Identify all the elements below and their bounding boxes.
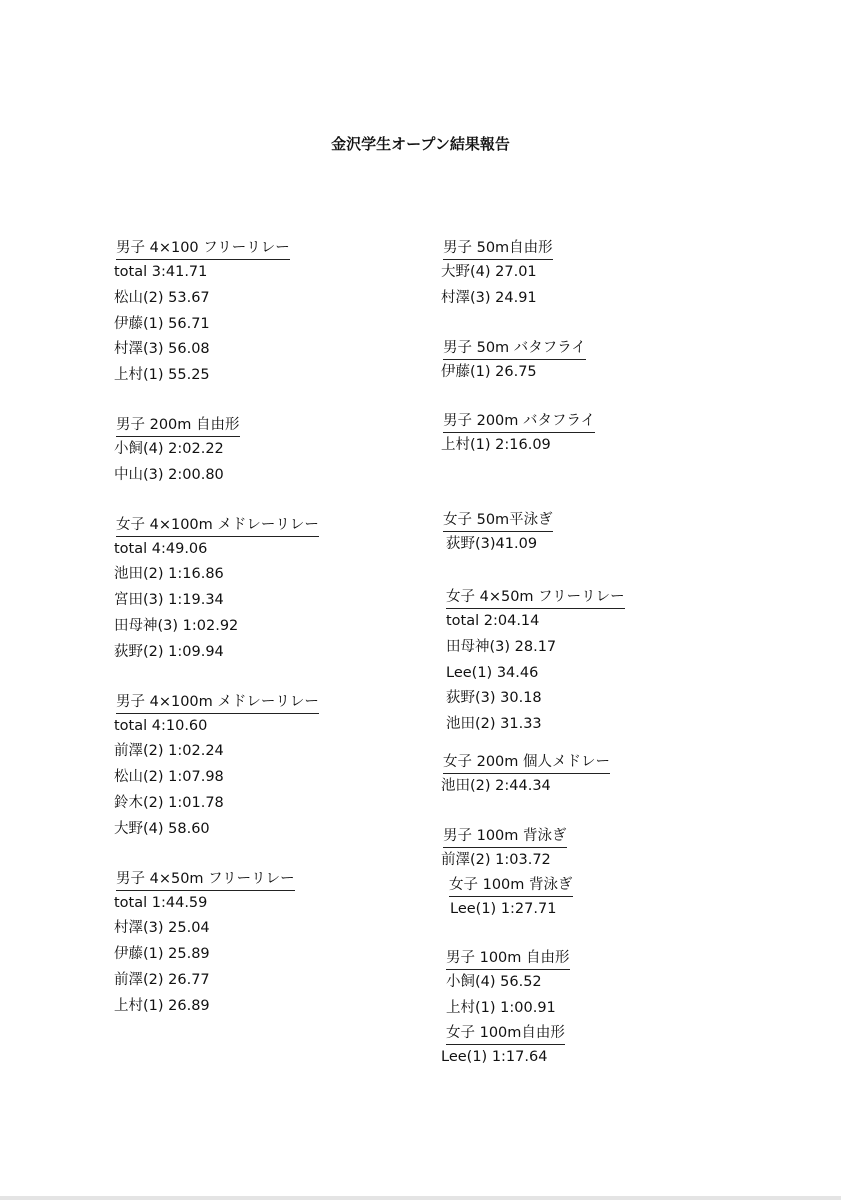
result-line: 村澤(3) 56.08 bbox=[114, 341, 210, 358]
result-line: 宮田(3) 1:19.34 bbox=[114, 592, 224, 609]
result-line: 伊藤(1) 25.89 bbox=[114, 946, 210, 963]
event-heading: 女子 4×100m メドレーリレー bbox=[116, 514, 319, 537]
event-men-200-free bbox=[114, 414, 414, 489]
event-heading: 女子 50m平泳ぎ bbox=[443, 509, 553, 532]
event-heading: 女子 100m 背泳ぎ bbox=[449, 874, 573, 897]
result-line: total 1:44.59 bbox=[114, 894, 208, 911]
right-column bbox=[441, 237, 761, 1071]
result-line: 荻野(3)41.09 bbox=[446, 536, 538, 553]
result-line: 小飼(4) 56.52 bbox=[446, 974, 542, 991]
event-heading: 女子 100m自由形 bbox=[446, 1022, 565, 1045]
result-line: total 4:10.60 bbox=[114, 717, 208, 734]
result-line: 大野(4) 27.01 bbox=[441, 264, 537, 280]
result-line: 村澤(3) 25.04 bbox=[114, 920, 210, 937]
event-heading: 男子 4×100m メドレーリレー bbox=[116, 691, 319, 714]
result-line: 上村(1) 26.89 bbox=[114, 997, 210, 1014]
event-men-4x100-medley-relay bbox=[114, 691, 414, 843]
event-women-200-im bbox=[441, 751, 761, 800]
result-line: 荻野(3) 30.18 bbox=[446, 690, 542, 707]
left-column bbox=[114, 237, 414, 1020]
event-women-4x100-medley-relay bbox=[114, 514, 414, 666]
result-line: 伊藤(1) 26.75 bbox=[441, 363, 537, 380]
event-heading: 男子 200m バタフライ bbox=[443, 410, 595, 433]
event-heading: 男子 100m 自由形 bbox=[446, 947, 570, 970]
result-line: 大野(4) 58.60 bbox=[114, 820, 210, 837]
event-heading: 男子 50m バタフライ bbox=[443, 337, 586, 360]
result-line: 前澤(2) 26.77 bbox=[114, 971, 210, 988]
event-heading: 男子 4×100 フリーリレー bbox=[116, 237, 290, 260]
event-heading: 男子 50m自由形 bbox=[443, 237, 553, 260]
event-men-50-free bbox=[441, 237, 761, 312]
event-men-100-free bbox=[441, 947, 761, 1022]
result-line: 伊藤(1) 56.71 bbox=[114, 315, 210, 332]
result-line: 松山(2) 53.67 bbox=[114, 289, 210, 306]
event-heading: 女子 4×50m フリーリレー bbox=[446, 586, 625, 609]
result-line: 上村(1) 2:16.09 bbox=[441, 437, 551, 454]
result-line: 荻野(2) 1:09.94 bbox=[114, 643, 224, 660]
result-line: Lee(1) 34.46 bbox=[446, 664, 539, 681]
result-line: 前澤(2) 1:03.72 bbox=[441, 851, 551, 868]
result-line: 村澤(3) 24.91 bbox=[441, 289, 537, 306]
event-men-100-back bbox=[441, 825, 761, 874]
result-line: 松山(2) 1:07.98 bbox=[114, 769, 224, 786]
event-men-50-fly bbox=[441, 337, 761, 386]
result-line: 池田(2) 31.33 bbox=[446, 716, 542, 733]
event-men-200-fly bbox=[441, 410, 761, 459]
bottom-edge-bar bbox=[0, 1196, 841, 1200]
result-line: total 4:49.06 bbox=[114, 540, 208, 557]
result-line: 田母神(3) 1:02.92 bbox=[114, 617, 239, 634]
result-line: 上村(1) 1:00.91 bbox=[446, 1000, 556, 1017]
result-line: 上村(1) 55.25 bbox=[114, 367, 210, 384]
event-heading: 男子 4×50m フリーリレー bbox=[116, 868, 295, 891]
event-heading: 男子 200m 自由形 bbox=[116, 414, 240, 437]
page-title: 金沢学生オープン結果報告 bbox=[331, 135, 510, 153]
result-line: Lee(1) 1:27.71 bbox=[450, 900, 557, 917]
event-women-100-free bbox=[441, 1022, 761, 1071]
event-women-4x50-free-relay bbox=[441, 586, 761, 738]
result-line: 田母神(3) 28.17 bbox=[446, 638, 557, 655]
event-women-100-back bbox=[441, 874, 761, 923]
result-line: 池田(2) 2:44.34 bbox=[441, 777, 551, 794]
result-line: 鈴木(2) 1:01.78 bbox=[114, 794, 224, 811]
result-line: Lee(1) 1:17.64 bbox=[441, 1048, 548, 1065]
event-women-50-breast bbox=[441, 509, 761, 558]
result-line: 小飼(4) 2:02.22 bbox=[114, 440, 224, 457]
result-line: total 3:41.71 bbox=[114, 264, 208, 280]
event-heading: 女子 200m 個人メドレー bbox=[443, 751, 610, 774]
event-heading: 男子 100m 背泳ぎ bbox=[443, 825, 567, 848]
result-line: 中山(3) 2:00.80 bbox=[114, 466, 224, 483]
result-line: total 2:04.14 bbox=[446, 612, 540, 629]
event-men-4x100-free-relay bbox=[114, 237, 414, 389]
event-men-4x50-free-relay bbox=[114, 868, 414, 1020]
result-line: 前澤(2) 1:02.24 bbox=[114, 743, 224, 760]
result-line: 池田(2) 1:16.86 bbox=[114, 566, 224, 583]
